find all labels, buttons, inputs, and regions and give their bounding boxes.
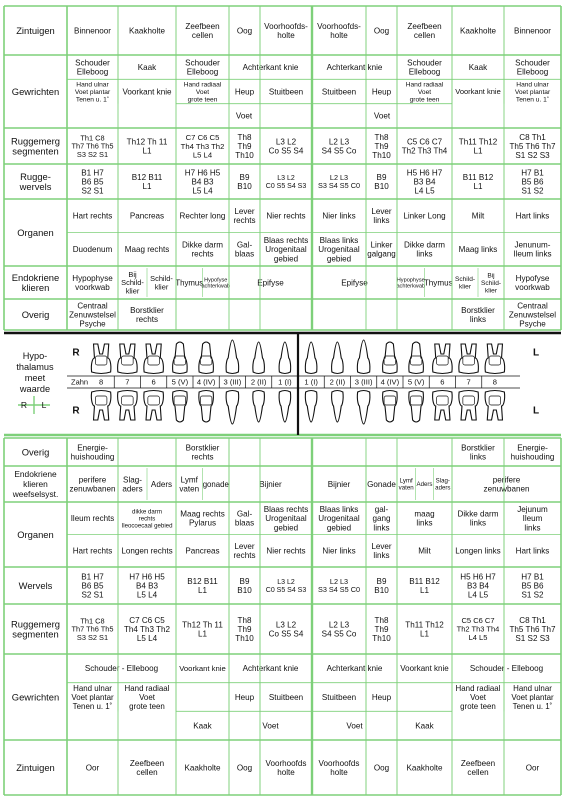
cell-text: Voet [373,111,391,121]
cell-text: Aders [150,479,173,489]
tooth-number: 3 (III) [354,377,373,387]
cell-text: Heup [234,87,255,97]
cell-text: C7 C6 C5 Th4 Th3 Th2 L5 L4 [123,615,171,644]
cell-text: B1 H7 B6 B5 S2 S1 [81,572,104,600]
lower-tooth-icon [357,391,370,425]
cell-text: Bijnier [259,479,282,489]
tooth-number: 2 (II) [329,377,346,387]
cell-text: Kaakholte [460,26,496,36]
cell-text: Longen links [455,546,501,556]
cell-text: Stuitbeen [268,87,304,97]
cell-text: Rechter long [179,211,226,221]
cell-text: Schouder Elleboog [75,58,110,77]
cell-text: Epifyse [257,278,284,288]
cell-text: Maag links [458,245,498,255]
cell-text: H5 H6 H7 B3 B4 L4 L5 [406,168,443,196]
cell-text: Energie-huishouding [70,443,115,462]
cell-text: Th8 Th9 Th10 [372,615,391,644]
row-label: Gewrichten [11,691,60,703]
tooth-number: 1 (I) [304,377,318,387]
lower-tooth-icon [279,391,291,423]
cell-text: Schouder - Elleboog [84,664,159,674]
side-right-label: R [72,405,80,417]
row-label: Ruggemerg segmenten [11,135,60,157]
cell-text: Achterkant knie [242,63,299,73]
cell-text: Kaak [415,721,434,731]
cell-text: L3 L2 Co S5 S4 [268,620,304,639]
cell-text: Milt [471,211,485,221]
cell-text: Achterkant knie [326,664,383,674]
cell-text: Th1 C8 Th7 Th6 Th5 S3 S2 S1 [71,133,114,160]
cell-text: Zeefbeen cellen [129,758,165,777]
cell-text: B12 B11 L1 [187,576,218,595]
cell-text: Zeefbeen cellen [185,21,220,40]
upper-tooth-icon [199,342,214,374]
cell-text: Pancreas [129,211,165,221]
tooth-number: 1 (I) [278,377,292,387]
cell-text: Bijnier [327,479,351,489]
cell-text: B9 B10 [237,172,252,191]
cell-text: Gal-blaas [234,240,255,259]
row-label: Overig [21,308,50,320]
cell-text: Kaakholte [184,763,221,773]
lower-tooth-icon [253,391,265,423]
cell-text: Hart links [515,546,550,556]
cell-text: Voorkant knie [179,664,226,674]
cell-text: Centraal Zenuwstelsel Psyche [69,301,116,329]
upper-tooth-icon [485,344,505,374]
cell-text: Oog [236,26,253,36]
cell-text: B9 B10 [374,172,389,191]
cell-text: Binnenoor [74,26,111,36]
cell-text: Blaas rechts Urogenitaal gebied [263,236,309,264]
cell-text: Hand radiaal Voet grote teen [183,81,222,104]
upper-tooth-icon [253,342,265,374]
cell-text: Th12 Th 11 L1 [126,137,168,156]
cell-text: gal-gang links [372,505,391,533]
cell-text: Thymus [175,278,204,288]
cell-text: Voorhoofds holte [318,758,360,777]
cell-text: Schouder Elleboog [407,58,442,77]
cell-text: Energie-huishouding [510,443,555,462]
cell-text: Hypophyse achterkwab [396,277,426,290]
cell-text: Hand ulnar Voet plantar Tenen u. 1˚ [74,81,111,104]
lower-tooth-icon [383,391,398,423]
row-label: Zintuigen [16,24,55,36]
cell-text: Bij Schild-klier [480,272,502,295]
cell-text: Blaas links Urogenitaal gebied [318,505,360,533]
cell-text: Heup [234,692,255,702]
cell-text: Jenunum-Ileum links [513,240,552,259]
teeth-label: Hypo-thalamus meet waarde [16,350,54,394]
upper-tooth-icon [409,342,424,374]
tooth-number: 5 (V) [407,377,425,387]
upper-tooth-icon [459,344,479,374]
cell-text: L3 L2 C0 S5 S4 S3 [265,175,307,190]
upper-tooth-icon [118,344,138,374]
cell-text: Hand radiaal Voet grote teen [455,683,501,711]
cell-text: C8 Th1 Th5 Th6 Th7 S1 S2 S3 [509,615,556,644]
row-label: Endokriene klieren [11,271,60,293]
tooth-crown-detail [122,356,134,365]
upper-tooth-icon [279,342,291,374]
tooth-number: 6 [440,377,445,387]
cell-text: Voorhoofds holte [265,758,307,777]
tooth-crown-detail [410,356,422,365]
row-label: Rugge-wervels [19,170,52,192]
cell-text: Th8 Th9 Th10 [235,132,254,161]
cell-text: Linker Long [403,211,446,221]
cell-text: C5 C6 C7 Th2 Th3 Th4 [401,137,448,156]
cell-text: Th11 Th12 L1 [405,620,444,639]
cell-text: Blaas links Urogenitaal gebied [318,236,360,264]
cell-text: Centraal Zenuwstelsel Psyche [508,301,557,329]
tooth-crown-detail [200,396,212,405]
cell-text: maag links [414,509,435,528]
cell-text: Nier rechts [266,546,306,556]
cell-text: Thymus [423,278,453,288]
cell-text: L3 L2 C0 S5 S4 S3 [265,579,307,594]
cell-text: B11 B12 L1 [409,576,440,595]
cell-text: Borstklier links [461,305,495,324]
tooth-crown-detail [410,396,422,405]
tooth-crown-detail [384,396,396,405]
cell-text: Borstklier links [461,443,495,462]
cell-text: Nier rechts [266,211,306,221]
mini-l-label: L [41,400,47,411]
tooth-number: 7 [125,377,130,387]
cell-text: gonade [202,479,229,489]
tooth-crown-detail [95,396,107,405]
tooth-crown-detail [437,396,449,405]
cell-text: Lever rechts [233,542,256,561]
cell-text: Kaak [193,721,212,731]
cell-text: L3 L2 Co S5 S4 [268,137,304,156]
cell-text: Hand radiaal Voet grote teen [124,683,170,711]
upper-tooth-icon [173,342,188,374]
lower-tooth-icon [305,391,317,423]
tooth-crown-detail [463,356,475,365]
tooth-number: 7 [466,377,471,387]
tooth-crown-detail [200,356,212,365]
cell-text: Slag-aders [435,477,451,492]
tooth-crown-detail [122,396,134,405]
cell-text: C5 C6 C7 Th2 Th3 Th4 L4 L5 [456,616,500,643]
upper-tooth-icon [383,342,398,374]
cell-text: Schouder - Elleboog [469,664,544,674]
row-label: Organen [17,226,54,238]
cell-text: Voorkant knie [455,87,501,97]
cell-text: Oor [525,763,540,773]
cell-text: Voet [235,111,253,121]
tooth-number: 3 (III) [223,377,242,387]
tooth-number: 8 [99,377,104,387]
cell-text: H7 B1 B5 B6 S1 S2 [521,572,544,600]
cell-text: Aders [416,481,433,489]
cell-text: Stuitbeen [321,692,357,702]
tooth-crown-detail [384,356,396,365]
cell-text: Oog [373,26,390,36]
cell-text: B9 B10 [237,576,252,595]
cell-text: L2 L3 S3 S4 S5 C0 [317,173,361,191]
side-right-label: R [72,347,80,359]
cell-text: Milt [418,546,431,556]
cell-text: Achterkant knie [242,664,299,674]
cell-text: L2 L3 S4 S5 Co [321,620,357,639]
upper-tooth-icon [91,344,111,374]
cell-text: Schouder Elleboog [185,58,220,77]
cell-text: Achterkant knie [326,63,383,73]
tooth-number: 6 [151,377,156,387]
cell-text: Dikke darm links [404,240,445,259]
cell-text: H7 H6 H5 B4 B3 L5 L4 [184,168,221,196]
cell-text: Oog [236,763,253,773]
tooth-crown-detail [437,356,449,365]
cell-text: Voorhoofds-holte [264,21,308,40]
lower-tooth-icon [199,391,214,423]
cell-text: Jejunum Ileum links [517,505,548,533]
lower-tooth-icon [332,391,344,423]
tooth-crown-detail [489,396,501,405]
cell-text: Duodenum [72,245,113,255]
cell-text: Stuitbeen [321,87,357,97]
cell-text: Nier links [322,546,356,556]
cell-text: Hand ulnar Voet plantar Tenen u. 1˚ [71,683,114,711]
cell-text: Borstklier rechts [130,305,164,324]
side-left-label: L [532,347,540,359]
tooth-crown-detail [463,396,475,405]
cell-text: Zeefbeen cellen [460,758,496,777]
cell-text: Bij Schild-klier [121,269,144,296]
cell-text: Zeefbeen cellen [407,21,442,40]
cell-text: Longen rechts [121,546,173,556]
cell-text: B9 B10 [374,576,389,595]
cell-text: Lymf vaten [179,475,200,494]
lower-tooth-icon [226,391,239,425]
cell-text: Hypofyse voorkwab [515,273,550,292]
cell-text: Th11 Th12 L1 [458,137,498,156]
cell-text: B1 H7 B6 B5 S2 S1 [81,168,104,196]
cell-text: Hand radiaal Voet grote teen [405,81,444,104]
cell-text: L2 L3 S3 S4 S5 C0 [317,577,361,595]
cell-text: B11 B12 L1 [462,172,494,191]
cell-text: Kaak [137,63,157,73]
cell-text: Hypofyse achterkwab [201,277,231,290]
cell-text: Hart links [515,211,550,221]
cell-text: Kaak [468,63,488,73]
tooth-crown-detail [148,396,160,405]
cell-text: Stuitbeen [268,692,304,702]
cell-text: Hypophyse voorkwab [72,273,113,292]
row-label: Gewrichten [11,85,60,97]
cell-text: Linker galgang [367,240,396,259]
cell-text: Th1 C8 Th7 Th6 Th5 S3 S2 S1 [71,616,114,643]
tooth-crown-detail [174,396,186,405]
cell-text: H5 H6 H7 B3 B4 L4 L5 [460,572,496,600]
upper-tooth-icon [433,344,453,374]
row-label: Endokriene klieren weefselsyst. [12,469,59,500]
cell-text: Hart rechts [72,211,113,221]
row-label: Overig [21,446,50,458]
tooth-number: 4 (IV) [380,377,400,387]
cell-text: Kaakholte [129,26,165,36]
cell-text: Hart rechts [72,546,113,556]
row-label: Ruggemerg segmenten [11,618,60,640]
cell-text: Dikke darm links [457,509,499,528]
side-left-label: L [532,405,540,417]
cell-text: Slag-aders [122,475,143,494]
cell-text: Pancreas [185,546,220,556]
mini-r-label: R [20,400,28,411]
lower-tooth-icon [173,391,188,423]
tooth-crown-detail [95,356,107,365]
cell-text: Lever rechts [233,207,256,226]
cell-text: Lever links [371,542,392,561]
cell-text: Dikke darm rechts [182,240,223,259]
tooth-crown-detail [174,356,186,365]
cell-text: Oog [373,763,390,773]
cell-text: Binnenoor [514,26,551,36]
cell-text: Hand ulnar Voet plantar Tenen u. 1˚ [514,81,551,104]
upper-tooth-icon [144,344,164,374]
row-label: Wervels [18,579,53,591]
cell-text: Th8 Th9 Th10 [372,132,391,161]
cell-text: L2 L3 S4 S5 Co [321,137,357,156]
cell-text: Blaas rechts Urogenitaal gebied [263,505,309,533]
cell-text: Voorhoofds-holte [317,21,361,40]
cell-text: perifere zenuwbanen [69,475,116,494]
tooth-crown-detail [489,356,501,365]
zahn-label: Zahn [71,377,89,387]
cell-text: H7 B1 B5 B6 S1 S2 [521,168,544,196]
tooth-number: 8 [492,377,497,387]
cell-text: Gal-blaas [234,509,255,528]
cell-text: Borstklier rechts [185,443,220,462]
upper-tooth-icon [226,340,239,374]
cell-text: Epifyse [341,278,368,288]
cell-text: Th12 Th 11 L1 [182,620,223,639]
cell-text: Lymf vaten [398,477,414,492]
upper-tooth-icon [332,342,344,374]
cell-text: Schild-klier [150,273,173,292]
cell-text: H7 H6 H5 B4 B3 L5 L4 [129,572,165,600]
cell-text: Hand ulnar Voet plantar Tenen u. 1˚ [511,683,554,711]
cell-text: Heup [371,87,392,97]
cell-text: Voet [262,721,279,731]
cell-text: Maag rechts Pylarus [180,509,225,528]
row-label: Zintuigen [16,761,55,773]
cell-text: Oor [85,763,100,773]
cell-text: Nier links [322,211,356,221]
lower-tooth-icon [409,391,424,423]
cell-text: Th8 Th9 Th10 [235,615,254,644]
upper-tooth-icon [357,340,370,374]
cell-text: Heup [371,692,392,702]
cell-text: Schouder Elleboog [515,58,550,77]
tooth-number: 5 (V) [171,377,189,387]
tooth-number: 2 (II) [250,377,267,387]
cell-text: C8 Th1 Th5 Th6 Th7 S1 S2 S3 [509,132,556,161]
row-label: Organen [17,528,54,540]
cell-text: Kaakholte [406,763,443,773]
cell-text: Voorkant knie [122,87,172,97]
cell-text: C7 C6 C5 Th4 Th3 Th2 L5 L4 [180,133,225,160]
cell-text: Voet [346,721,363,731]
cell-text: Lever links [371,207,392,226]
cell-text: Maag rechts [124,245,170,255]
tooth-number: 4 (IV) [196,377,216,387]
cell-text: Gonade [367,479,396,489]
cell-text: dikke darm rechts Ileocoecaal gebied [121,508,173,530]
cell-text: Voorkant knie [400,664,449,674]
tooth-crown-detail [148,356,160,365]
cell-text: B12 B11 L1 [131,172,163,191]
upper-tooth-icon [305,342,317,374]
cell-text: perifere zenuwbanen [483,475,530,494]
cell-text: Ileum rechts [70,514,115,524]
cell-text: Schild-klier [454,276,476,291]
